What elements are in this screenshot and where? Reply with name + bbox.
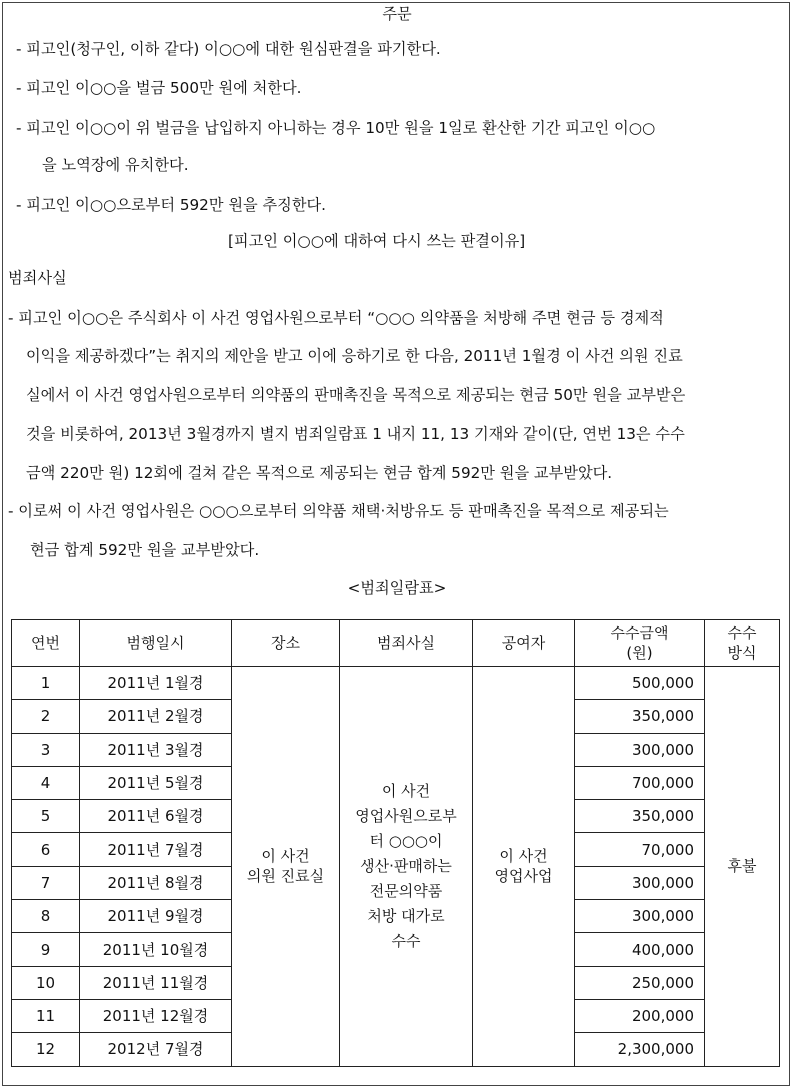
row-amount: 250,000 (575, 966, 705, 999)
row-date: 2011년 2월경 (80, 700, 232, 733)
table-title: <범죄일람표> (347, 579, 447, 597)
row-date: 2011년 12월경 (80, 999, 232, 1032)
fact-cell-line: 터 ○○○이 (369, 831, 443, 850)
row-date: 2011년 11월경 (80, 966, 232, 999)
order-item: 을 노역장에 유치한다. (42, 156, 189, 174)
order-title: 주문 (382, 5, 412, 23)
facts-line: 금액 220만 원) 12회에 걸쳐 같은 목적으로 제공되는 현금 합계 592만 원을 교부받았다. (26, 464, 613, 482)
facts-line: 이익을 제공하겠다”는 취지의 제안을 받고 이에 응하기로 한 다음, 2011년 1월경 이 사건 의원 진료 (26, 347, 683, 365)
crime-list-table (11, 619, 780, 1067)
row-date: 2011년 1월경 (80, 667, 232, 700)
provider-cell-line: 영업사업 (494, 867, 553, 886)
row-no: 11 (12, 999, 80, 1032)
header-date: 범행일시 (80, 620, 232, 667)
facts-line: - 이로써 이 사건 영업사원은 ○○○으로부터 의약품 채택·처방유도 등 판매촉진을 목적으로 제공되는 (8, 502, 669, 520)
row-no: 10 (12, 966, 80, 999)
header-place: 장소 (232, 620, 340, 667)
row-date: 2011년 8월경 (80, 866, 232, 899)
place-cell (232, 667, 340, 1067)
order-item: - 피고인(청구인, 이하 같다) 이○○에 대한 원심판결을 파기한다. (16, 40, 441, 58)
fact-cell-line: 처방 대가로 (367, 906, 445, 925)
row-date: 2011년 10월경 (80, 933, 232, 966)
row-date: 2011년 9월경 (80, 900, 232, 933)
row-date: 2012년 7월경 (80, 1033, 232, 1066)
row-date: 2011년 5월경 (80, 766, 232, 799)
method-cell: 후불 (705, 667, 780, 1067)
row-amount: 350,000 (575, 700, 705, 733)
header-method: 수수 방식 (705, 620, 780, 667)
row-amount: 700,000 (575, 766, 705, 799)
fact-cell-line: 영업사원으로부 (355, 806, 457, 825)
row-no: 7 (12, 866, 80, 899)
facts-line: 현금 합계 592만 원을 교부받았다. (30, 541, 260, 559)
row-amount: 200,000 (575, 999, 705, 1032)
header-fact: 범죄사실 (340, 620, 473, 667)
order-item: - 피고인 이○○이 위 벌금을 납입하지 아니하는 경우 10만 원을 1일로 환산한 기간 피고인 이○○ (16, 119, 656, 137)
header-provider: 공여자 (473, 620, 575, 667)
facts-line: 실에서 이 사건 영업사원으로부터 의약품의 판매촉진을 목적으로 제공되는 현금 50만 원을 교부받은 (26, 386, 686, 404)
row-no: 4 (12, 766, 80, 799)
table-header-row (12, 620, 780, 667)
provider-cell-line: 이 사건 (499, 847, 548, 866)
row-date: 2011년 7월경 (80, 833, 232, 866)
row-amount: 300,000 (575, 866, 705, 899)
fact-cell (340, 667, 473, 1067)
row-amount: 300,000 (575, 900, 705, 933)
header-amount: 수수금액 (원) (575, 620, 705, 667)
row-no: 2 (12, 700, 80, 733)
row-no: 8 (12, 900, 80, 933)
row-amount: 70,000 (575, 833, 705, 866)
header-no: 연번 (12, 620, 80, 667)
fact-cell-line: 생산·판매하는 (360, 856, 452, 875)
table-row (12, 667, 780, 700)
provider-cell (473, 667, 575, 1067)
row-no: 9 (12, 933, 80, 966)
place-cell-line: 이 사건 (261, 847, 310, 866)
row-no: 1 (12, 667, 80, 700)
reasons-title: [피고인 이○○에 대하여 다시 쓰는 판결이유] (228, 232, 526, 250)
row-no: 12 (12, 1033, 80, 1066)
order-item: - 피고인 이○○으로부터 592만 원을 추징한다. (16, 196, 327, 214)
place-cell-line: 의원 진료실 (246, 867, 325, 886)
row-amount: 400,000 (575, 933, 705, 966)
facts-line: - 피고인 이○○은 주식회사 이 사건 영업사원으로부터 “○○○ 의약품을 처방해 주면 현금 등 경제적 (8, 309, 664, 327)
row-no: 3 (12, 733, 80, 766)
facts-line: 것을 비롯하여, 2013년 3월경까지 별지 범죄일람표 1 내지 11, 13 기재와 같이(단, 연번 13은 수수 (26, 425, 685, 443)
row-amount: 350,000 (575, 800, 705, 833)
row-no: 5 (12, 800, 80, 833)
order-item: - 피고인 이○○을 벌금 500만 원에 처한다. (16, 79, 302, 97)
row-date: 2011년 3월경 (80, 733, 232, 766)
facts-heading: 범죄사실 (8, 269, 67, 287)
row-date: 2011년 6월경 (80, 800, 232, 833)
row-amount: 500,000 (575, 667, 705, 700)
fact-cell-line: 전문의약품 (369, 881, 443, 900)
row-amount: 2,300,000 (575, 1033, 705, 1066)
fact-cell-line: 수수 (391, 931, 421, 950)
row-no: 6 (12, 833, 80, 866)
row-amount: 300,000 (575, 733, 705, 766)
fact-cell-line: 이 사건 (381, 781, 431, 800)
